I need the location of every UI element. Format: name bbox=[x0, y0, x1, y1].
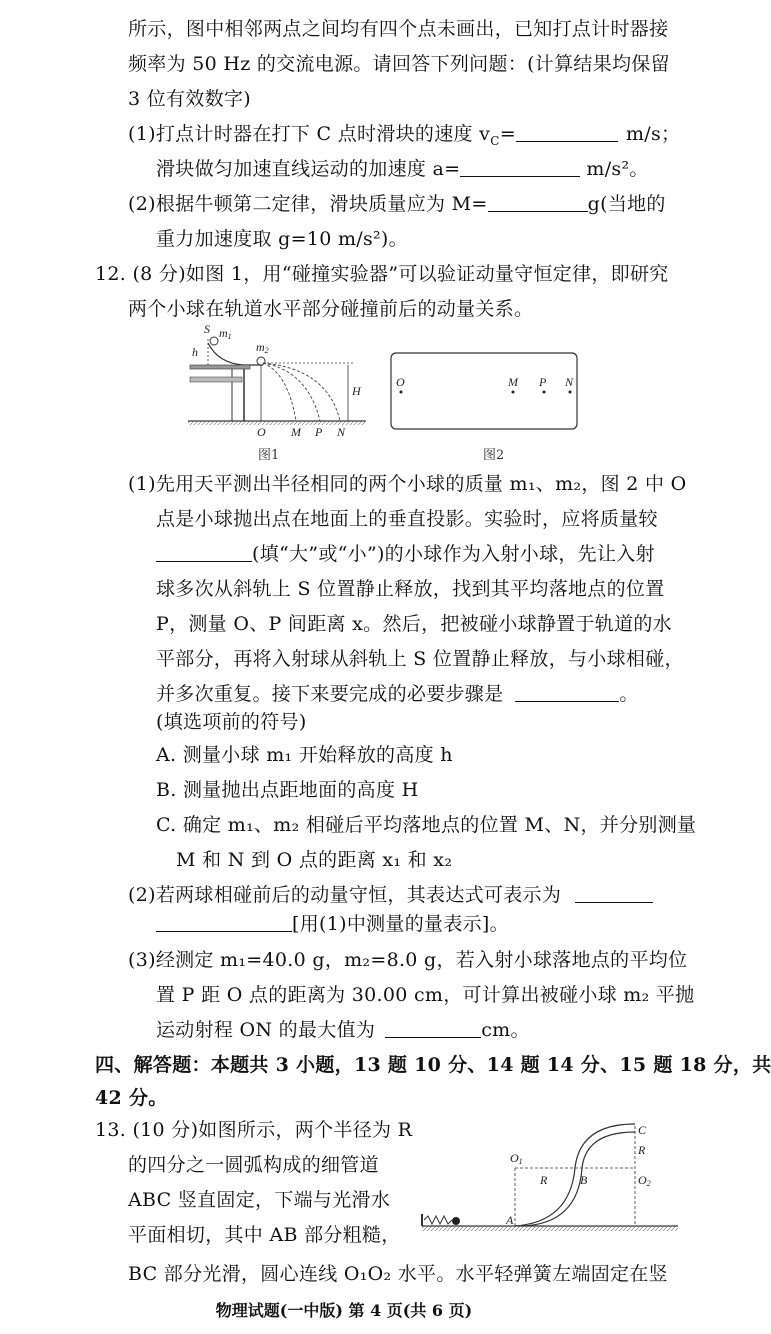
question-12-2b: [用(1)中测量的量表示]。 bbox=[156, 912, 509, 936]
question-11-2: (2)根据牛顿第二定律，滑块质量应为 M= g(当地的 bbox=[128, 193, 666, 215]
text-line: 所示，图中相邻两点之间均有四个点未画出，已知打点计时器接 bbox=[128, 18, 669, 40]
figure-2-landing-points bbox=[390, 352, 580, 432]
question-13-line: BC 部分光滑，圆心连线 O₁O₂ 水平。水平轻弹簧左端固定在竖 bbox=[128, 1263, 668, 1285]
question-13-line: 的四分之一圆弧构成的细管道 bbox=[128, 1154, 379, 1176]
question-12-header: 12. (8 分)如图 1，用“碰撞实验器”可以验证动量守恒定律，即研究 bbox=[95, 263, 669, 285]
text-line: 点是小球抛出点在地面上的垂直投影。实验时，应将质量较 bbox=[156, 508, 658, 530]
question-12-1c: (填“大”或“小”)的小球作为入射小球，先让入射 bbox=[156, 542, 655, 566]
text-line: (3)经测定 m₁=40.0 g，m₂=8.0 g，若入射小球落地点的平均位 bbox=[128, 949, 688, 971]
page-footer: 物理试题(一中版) 第 4 页(共 6 页) bbox=[215, 1301, 473, 1320]
answer-blank[interactable] bbox=[575, 884, 653, 903]
figure-1-collision-apparatus bbox=[188, 323, 368, 438]
option-C-cont: M 和 N 到 O 点的距离 x₁ 和 x₂ bbox=[176, 849, 453, 871]
text-line: 重力加速度取 g=10 m/s²)。 bbox=[156, 228, 408, 250]
text-line: 置 P 距 O 点的距离为 30.00 cm，可计算出被碰小球 m₂ 平抛 bbox=[156, 984, 695, 1006]
answer-blank[interactable] bbox=[516, 123, 618, 142]
label-M: M bbox=[508, 375, 518, 389]
label-O1: O1 bbox=[510, 1151, 523, 1166]
label-C: C bbox=[638, 1123, 647, 1137]
question-13-line: ABC 竖直固定，下端与光滑水 bbox=[128, 1189, 391, 1211]
section-4-header: 四、解答题：本题共 3 小题，13 题 10 分、14 题 14 分、15 题 18 分，共 bbox=[95, 1054, 771, 1076]
text-line: 球多次从斜轨上 S 位置静止释放，找到其平均落地点的位置 bbox=[156, 578, 665, 600]
label-S: S bbox=[204, 322, 210, 336]
label-B: B bbox=[580, 1173, 588, 1187]
text-line: 频率为 50 Hz 的交流电源。请回答下列问题：(计算结果均保留 bbox=[128, 53, 670, 75]
figure-3-arc-tube bbox=[410, 1116, 678, 1236]
option-A: A. 测量小球 m₁ 开始释放的高度 h bbox=[156, 744, 453, 766]
label-O: O bbox=[396, 375, 405, 389]
option-C: C. 确定 m₁、m₂ 相碰后平均落地点的位置 M、N，并分别测量 bbox=[156, 814, 697, 836]
answer-blank[interactable] bbox=[515, 683, 619, 702]
question-11-1a: (1)打点计时器在打下 C 点时滑块的速度 $v_C= m/s$； bbox=[128, 123, 681, 148]
answer-blank[interactable] bbox=[488, 193, 588, 212]
label-H: H bbox=[352, 384, 361, 398]
text-line: 两个小球在轨道水平部分碰撞前后的动量关系。 bbox=[128, 298, 534, 320]
label-P: P bbox=[315, 425, 323, 439]
label-M: M bbox=[291, 425, 301, 439]
question-11-1b: 滑块做匀加速直线运动的加速度 a= m/s²。 bbox=[156, 158, 649, 180]
label-h: h bbox=[192, 345, 198, 359]
label-N: N bbox=[337, 425, 346, 439]
label-P: P bbox=[539, 375, 547, 389]
answer-blank[interactable] bbox=[385, 1019, 481, 1038]
question-12-1g: 并多次重复。接下来要完成的必要步骤是 。 bbox=[156, 683, 639, 705]
label-R-top: R bbox=[638, 1143, 646, 1157]
option-B: B. 测量抛出点距地面的高度 H bbox=[156, 779, 419, 801]
question-13-line: 平面相切，其中 AB 部分粗糙， bbox=[128, 1224, 401, 1246]
text-line: 3 位有效数字) bbox=[128, 88, 251, 110]
section-4-header-cont: 42 分。 bbox=[95, 1087, 168, 1109]
text-line: 平部分，再将入射球从斜轨上 S 位置静止释放，与小球相碰， bbox=[156, 648, 684, 670]
question-13-line: 13. (10 分)如图所示，两个半径为 R bbox=[95, 1119, 413, 1141]
figure-1-caption: 图1 bbox=[258, 448, 280, 463]
figure-2-caption: 图2 bbox=[483, 448, 505, 463]
label-N: N bbox=[565, 375, 574, 389]
label-R-mid: R bbox=[540, 1173, 548, 1187]
text-line: (填选项前的符号) bbox=[156, 711, 307, 733]
label-O: O bbox=[257, 425, 266, 439]
answer-blank[interactable] bbox=[460, 158, 580, 177]
label-O2: O2 bbox=[638, 1173, 651, 1188]
question-12-3c: 运动射程 ON 的最大值为 cm。 bbox=[156, 1019, 530, 1041]
question-12-2: (2)若两球相碰前后的动量守恒，其表达式可表示为 bbox=[128, 883, 653, 907]
text-line: P，测量 O、P 间距离 x。然后，把被碰小球静置于轨道的水 bbox=[156, 613, 672, 635]
text-line: (1)先用天平测出半径相同的两个小球的质量 m₁、m₂，图 2 中 O bbox=[128, 473, 687, 495]
answer-blank[interactable] bbox=[156, 543, 252, 562]
answer-blank[interactable] bbox=[156, 913, 292, 932]
label-m1: m1 bbox=[219, 326, 232, 341]
label-A: A bbox=[506, 1213, 514, 1227]
label-m2: m2 bbox=[256, 340, 269, 355]
